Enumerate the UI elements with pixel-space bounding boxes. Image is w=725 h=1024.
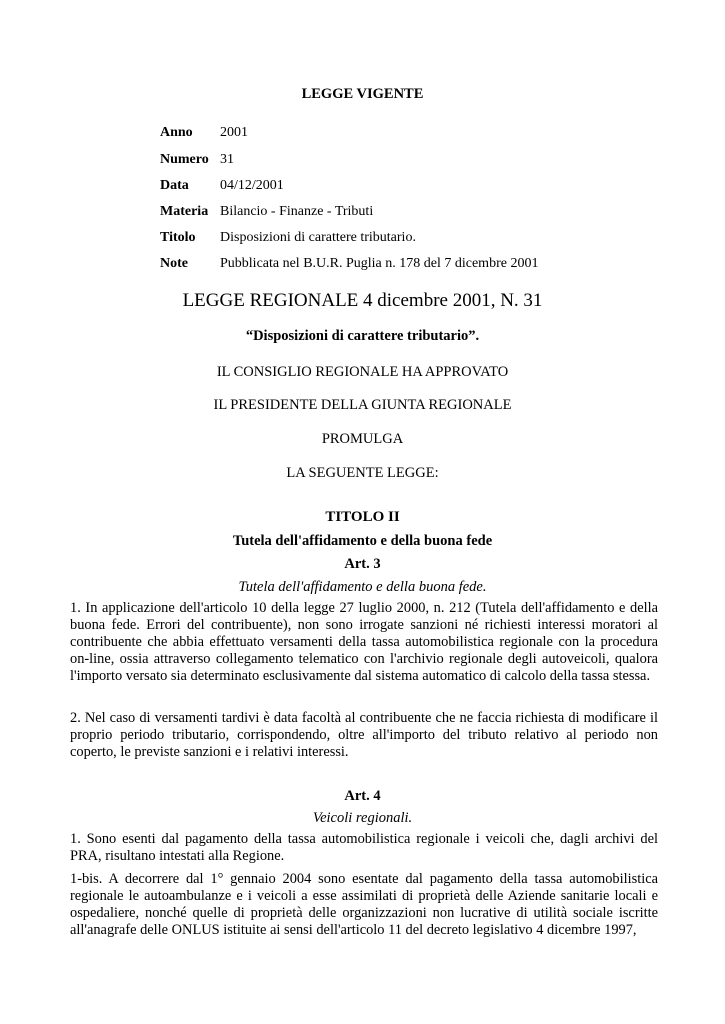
metadata-value: Disposizioni di carattere tributario. (220, 230, 416, 245)
document-header-title: LEGGE VIGENTE (301, 86, 424, 102)
metadata-value: 04/12/2001 (220, 178, 284, 193)
metadata-key: Materia (160, 204, 209, 219)
metadata-key: Numero (160, 152, 209, 167)
metadata-value: Pubblicata nel B.U.R. Puglia n. 178 del 7 dicembre 2001 (220, 256, 539, 271)
article-number: Art. 4 (344, 788, 381, 804)
metadata-key: Titolo (160, 230, 196, 245)
article-paragraph: 1. In applicazione dell'articolo 10 della legge 27 luglio 2000, n. 212 (Tutela dell'affidamento e della buona fede. Errori del contribuente), non sono irrogate sanzioni né richiesti interessi moratori al contribuente che abbia effettuato versamenti della tassa automobilistica regionale con la procedura on-line, ossia attraverso collegamento telematico con l'archivio regionale degli autoveicoli, qualora l'importo versato sia determinato esclusivamente dal sistema automatico di calcolo della tassa stessa. (70, 600, 658, 684)
formula-line: IL CONSIGLIO REGIONALE HA APPROVATO (216, 364, 509, 380)
law-subtitle: “Disposizioni di carattere tributario”. (245, 328, 480, 344)
metadata-value: 31 (220, 152, 234, 167)
article-paragraph: 1. Sono esenti dal pagamento della tassa automobilistica regionale i veicoli che, dagli archivi del PRA, risultano intestati alla Regione. (70, 831, 658, 864)
formula-line: PROMULGA (321, 431, 404, 447)
metadata-key: Data (160, 178, 189, 193)
article-number: Art. 3 (344, 556, 381, 572)
law-heading: LEGGE REGIONALE 4 dicembre 2001, N. 31 (182, 290, 543, 311)
formula-line: LA SEGUENTE LEGGE: (286, 465, 439, 481)
metadata-key: Note (160, 256, 188, 271)
metadata-key: Anno (160, 125, 193, 140)
article-paragraph: 2. Nel caso di versamenti tardivi è data facoltà al contribuente che ne faccia richiesta di modificare il proprio periodo tributario, corrispondendo, oltre all'importo del tributo relativo al periodo non coperto, le previste sanzioni e i relativi interessi. (70, 710, 658, 760)
article-rubric: Veicoli regionali. (312, 810, 413, 826)
metadata-value: 2001 (220, 125, 248, 140)
article-rubric: Tutela dell'affidamento e della buona fede. (238, 579, 487, 595)
metadata-value: Bilancio - Finanze - Tributi (220, 204, 374, 219)
titolo-label: TITOLO II (325, 509, 400, 525)
titolo-name: Tutela dell'affidamento e della buona fede (232, 533, 493, 549)
article-paragraph: 1-bis. A decorrere dal 1° gennaio 2004 sono esentate dal pagamento della tassa automobilistica regionale le autoambulanze e i veicoli a esse assimilati di proprietà delle Aziende sanitarie locali e ospedaliere, nonché quelle di proprietà delle organizzazioni non lucrative di utilità sociale iscritte all'anagrafe delle ONLUS istituite ai sensi dell'articolo 11 del decreto legislativo 4 dicembre 1997, (70, 871, 658, 938)
formula-line: IL PRESIDENTE DELLA GIUNTA REGIONALE (213, 397, 512, 413)
